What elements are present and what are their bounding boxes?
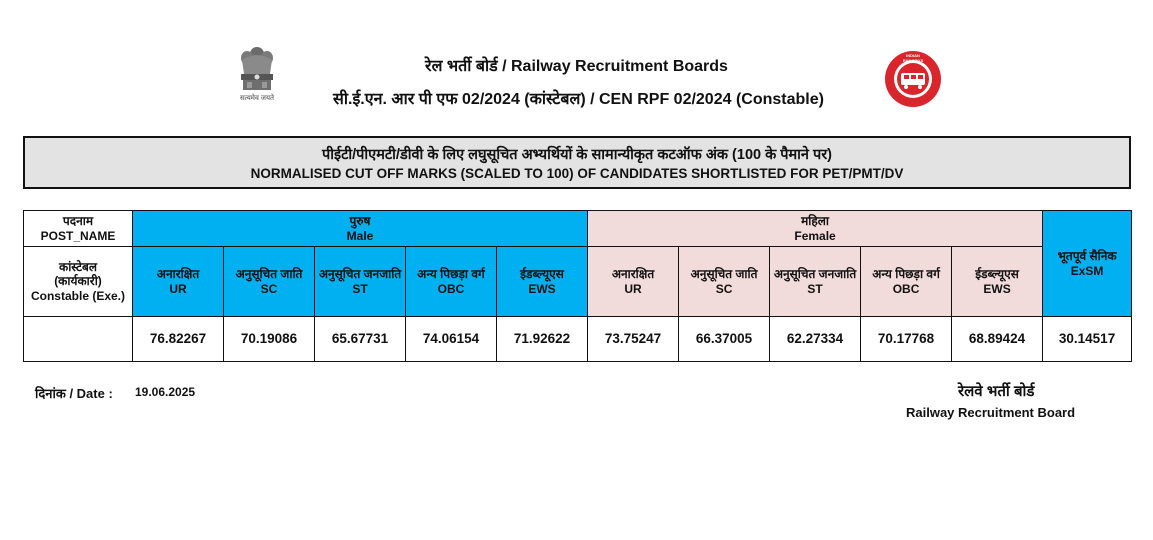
post-english: Constable (Exe.) [30, 288, 126, 303]
value-female-sc: 66.37005 [679, 317, 770, 362]
male-col-sc [224, 247, 315, 317]
female-english: Female [794, 228, 836, 243]
female-col-obc [861, 247, 952, 317]
female-col-ur [588, 247, 679, 317]
signatory-english: Railway Recruitment Board [906, 405, 1076, 420]
col-english: UR [624, 281, 642, 296]
values-row [24, 317, 1132, 362]
col-hindi: अनुसूचित जाति [235, 267, 303, 282]
male-col-obc [406, 247, 497, 317]
col-english: SC [715, 281, 733, 296]
value-female-ur: 73.75247 [588, 317, 679, 362]
value-female-ews: 68.89424 [952, 317, 1043, 362]
male-english: Male [346, 228, 374, 243]
post-name-header [24, 211, 133, 247]
logo-text: INDIAN RAILWAYS [902, 53, 924, 63]
col-english: OBC [892, 281, 920, 296]
banner-title-english: NORMALISED CUT OFF MARKS (SCALED TO 100) OF CANDIDATES SHORTLISTED FOR PET/PMT/DV [250, 166, 904, 181]
header-title: रेल भर्ती बोर्ड / Railway Recruitment Boards [425, 58, 728, 75]
male-hindi: पुरुष [349, 214, 371, 229]
col-english: ST [352, 281, 368, 296]
male-col-st [315, 247, 406, 317]
col-hindi: ईडब्ल्यूएस [520, 267, 564, 282]
date-label: दिनांक / Date : [35, 386, 113, 401]
col-hindi: अनुसूचित जनजाति [773, 267, 857, 282]
female-col-st [770, 247, 861, 317]
value-exsm: 30.14517 [1043, 317, 1132, 362]
value-female-obc: 70.17768 [861, 317, 952, 362]
col-hindi: अनुसूचित जनजाति [318, 267, 402, 282]
exsm-english: ExSM [1070, 263, 1104, 278]
col-english: UR [169, 281, 187, 296]
value-male-ur: 76.82267 [133, 317, 224, 362]
post-name-hindi: पदनाम [62, 214, 94, 229]
col-hindi: अनारक्षित [156, 267, 200, 282]
post-name-english: POST_NAME [40, 228, 116, 243]
banner-title-hindi: पीईटी/पीएमटी/डीवी के लिए लघुसूचित अभ्यर्थियों के सामान्यीकृत कटऑफ अंक (100 के पैमाने पर) [321, 147, 833, 163]
col-english: OBC [437, 281, 465, 296]
col-hindi: अन्य पिछड़ा वर्ग [417, 267, 485, 282]
emblem-motto: सत्यमेव जयते [239, 95, 275, 102]
col-english: EWS [983, 281, 1011, 296]
value-male-st: 65.67731 [315, 317, 406, 362]
col-hindi: अनारक्षित [611, 267, 655, 282]
female-hindi: महिला [801, 214, 829, 229]
post-hindi-1: कांस्टेबल [58, 259, 98, 274]
male-col-ur [133, 247, 224, 317]
document-header [0, 44, 1153, 114]
value-male-obc: 74.06154 [406, 317, 497, 362]
empty-label-cell [24, 317, 133, 362]
male-group-header [133, 211, 588, 247]
cutoff-banner [23, 136, 1131, 189]
female-group-header [588, 211, 1043, 247]
signatory-hindi: रेलवे भर्ती बोर्ड [958, 383, 1035, 400]
value-male-sc: 70.19086 [224, 317, 315, 362]
cutoff-table [23, 210, 1132, 362]
value-male-ews: 71.92622 [497, 317, 588, 362]
exsm-hindi: भूतपूर्व सैनिक [1057, 249, 1117, 264]
value-female-st: 62.27334 [770, 317, 861, 362]
male-col-ews [497, 247, 588, 317]
col-english: EWS [528, 281, 556, 296]
col-hindi: अनुसूचित जाति [690, 267, 758, 282]
category-header-row [24, 247, 1132, 317]
post-cell [24, 247, 133, 317]
date-value: 19.06.2025 [135, 385, 196, 399]
post-hindi-2: (कार्यकारी) [54, 274, 102, 289]
col-english: SC [260, 281, 278, 296]
header-subtitle: सी.ई.एन. आर पी एफ 02/2024 (कांस्टेबल) / CEN RPF 02/2024 (Constable) [333, 91, 824, 108]
female-col-ews [952, 247, 1043, 317]
indian-railways-logo-icon [878, 50, 948, 108]
col-hindi: अन्य पिछड़ा वर्ग [872, 267, 940, 282]
col-hindi: ईडब्ल्यूएस [975, 267, 1019, 282]
group-header-row [24, 211, 1132, 247]
exsm-header [1043, 211, 1132, 317]
col-english: ST [807, 281, 823, 296]
female-col-sc [679, 247, 770, 317]
